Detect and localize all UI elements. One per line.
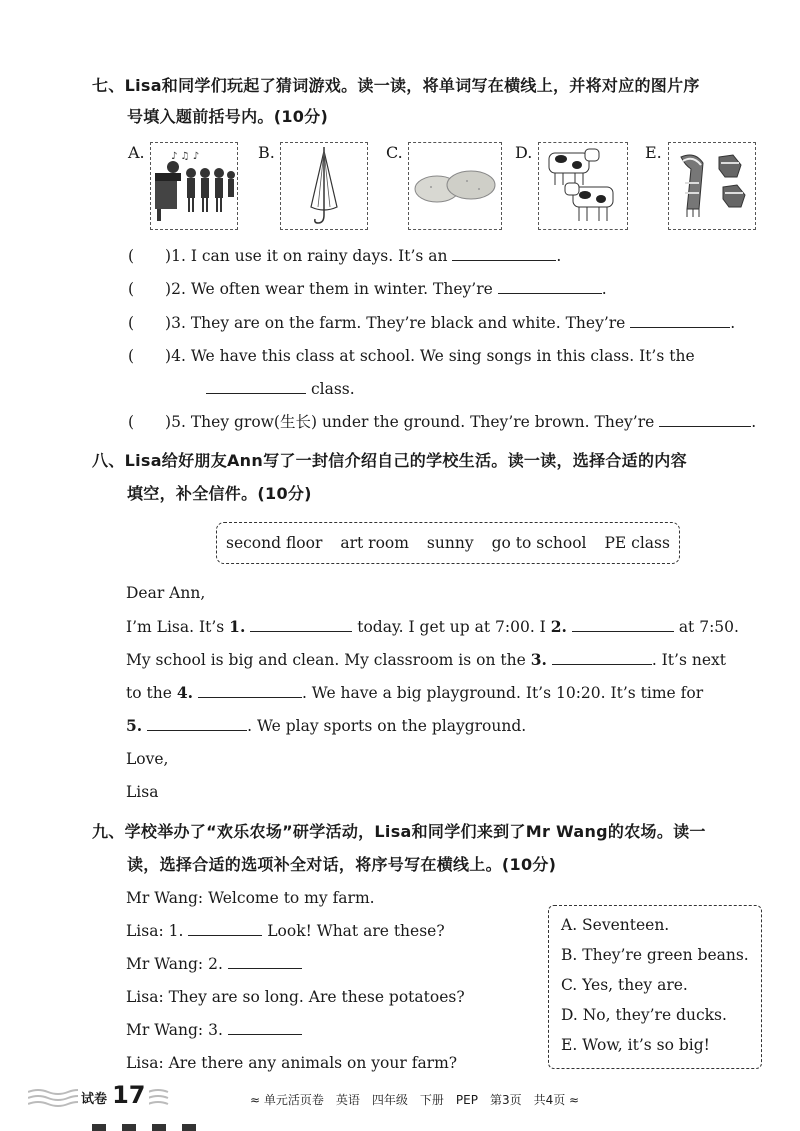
letter-text: I’m Lisa. It’s xyxy=(126,618,225,636)
picture-d xyxy=(538,142,628,230)
picture-b xyxy=(280,142,368,230)
letter-line-1 xyxy=(126,617,739,637)
letter-text: today. I get up at 7:00. I xyxy=(357,618,546,636)
footer-mark xyxy=(92,1124,106,1131)
word-option: art room xyxy=(340,534,409,552)
dialogue-line-2 xyxy=(126,921,445,941)
word-option: second floor xyxy=(225,534,323,552)
letter-text: My school is big and clean. My classroom is on the xyxy=(126,651,526,669)
letter-text: . It’s next xyxy=(651,651,726,669)
music-class-icon xyxy=(151,143,237,229)
option-e: E. Wow, it’s so big! xyxy=(561,1036,710,1054)
umbrella-icon xyxy=(281,143,367,229)
section9-heading-line1: 九、学校举办了“欢乐农场”研学活动，Lisa和同学们来到了Mr Wang的农场。读一 xyxy=(92,822,706,841)
picture-label-b: B. xyxy=(258,143,275,162)
dialogue-blank-3[interactable] xyxy=(228,1020,302,1035)
question-4-class-word: class. xyxy=(310,380,355,398)
answer-paren-1[interactable]: ( ) xyxy=(128,247,172,265)
picture-e xyxy=(668,142,756,230)
dialogue-text: Look! What are these? xyxy=(267,922,445,940)
period: . xyxy=(751,413,757,431)
letter-line-3 xyxy=(126,683,703,703)
letter-blank-4[interactable] xyxy=(198,683,302,698)
dialogue-line-3 xyxy=(126,954,302,974)
footer-mark xyxy=(152,1124,166,1131)
answer-blank-4[interactable] xyxy=(206,379,306,394)
footer-number: 17 xyxy=(112,1081,146,1109)
period: . xyxy=(601,280,607,298)
dialogue-blank-1[interactable] xyxy=(188,921,262,936)
option-a: A. Seventeen. xyxy=(561,916,670,934)
question-1 xyxy=(128,246,561,266)
answer-paren-3[interactable]: ( ) xyxy=(128,314,172,332)
potatoes-icon xyxy=(409,143,501,229)
footer-mark xyxy=(122,1124,136,1131)
section7-heading-line1: 七、Lisa和同学们玩起了猜词游戏。读一读，将单词写在横线上，并将对应的图片序 xyxy=(92,76,700,95)
letter-blank-2[interactable] xyxy=(572,617,674,632)
question-5-text: 5. They grow(生长) under the ground. They’re brown. They’re xyxy=(171,413,655,431)
letter-text: . We have a big playground. It’s 10:20. It’s time for xyxy=(301,684,704,702)
section9-heading-line2: 读，选择合适的选项补全对话，将序号写在横线上。(10分) xyxy=(127,855,557,874)
section7-heading-line2: 号填入题前括号内。(10分) xyxy=(127,107,329,126)
question-4-cont xyxy=(206,379,355,399)
option-b: B. They’re green beans. xyxy=(561,946,749,964)
blank-number-1: 1. xyxy=(229,617,246,636)
scarves-icon xyxy=(669,143,755,229)
footer-wave-right-icon: ≈ xyxy=(569,1093,580,1107)
answer-paren-5[interactable]: ( ) xyxy=(128,413,172,431)
picture-label-c: C. xyxy=(386,143,403,162)
blank-number-3: 3. xyxy=(530,650,547,669)
answer-paren-2[interactable]: ( ) xyxy=(128,280,172,298)
footer-marks xyxy=(92,1124,202,1131)
blank-number-5: 5. xyxy=(126,716,143,735)
dialogue-speaker-text: Lisa: 1. xyxy=(126,922,184,940)
letter-blank-1[interactable] xyxy=(250,617,352,632)
dialogue-speaker-text: Mr Wang: 2. xyxy=(126,955,223,973)
picture-label-e: E. xyxy=(645,143,662,162)
picture-c xyxy=(408,142,502,230)
blank-number-4: 4. xyxy=(176,683,193,702)
answer-blank-3[interactable] xyxy=(630,313,730,328)
footer-info xyxy=(250,1091,579,1108)
letter-signature: Lisa xyxy=(126,783,159,801)
footer-label: 试卷 xyxy=(81,1092,108,1107)
cows-icon xyxy=(539,143,627,229)
svg-text:♪ ♫ ♪: ♪ ♫ ♪ xyxy=(171,151,200,162)
footer-wave-left-icon: ≈ xyxy=(250,1093,261,1107)
word-option: PE class xyxy=(604,534,670,552)
letter-blank-3[interactable] xyxy=(552,650,652,665)
word-option: go to school xyxy=(491,534,587,552)
letter-line-4 xyxy=(126,716,526,736)
section8-heading-line1: 八、Lisa给好朋友Ann写了一封信介绍自己的学校生活。读一读，选择合适的内容 xyxy=(92,451,687,470)
question-2-text: 2. We often wear them in winter. They’re xyxy=(171,280,493,298)
question-4-text: 4. We have this class at school. We sing songs in this class. It’s the xyxy=(171,347,695,365)
picture-label-a: A. xyxy=(128,143,145,162)
answer-blank-1[interactable] xyxy=(452,246,556,261)
question-3-text: 3. They are on the farm. They’re black and white. They’re xyxy=(171,314,626,332)
answer-blank-2[interactable] xyxy=(498,279,602,294)
footer-badge xyxy=(78,1081,149,1109)
period: . xyxy=(730,314,736,332)
picture-a xyxy=(150,142,238,230)
question-4 xyxy=(128,346,695,366)
dialogue-speaker-text: Mr Wang: 3. xyxy=(126,1021,223,1039)
letter-text: . We play sports on the playground. xyxy=(247,717,527,735)
footer-mark xyxy=(182,1124,196,1131)
section8-heading-line2: 填空，补全信件。(10分) xyxy=(127,484,312,503)
picture-label-d: D. xyxy=(515,143,533,162)
footer-text: 单元活页卷 英语 四年级 下册 PEP 第3页 共4页 xyxy=(263,1093,566,1107)
letter-line-2 xyxy=(126,650,726,670)
option-c: C. Yes, they are. xyxy=(561,976,688,994)
word-bank xyxy=(216,522,680,564)
letter-closing: Love, xyxy=(126,750,169,768)
dialogue-line-5 xyxy=(126,1020,302,1040)
dialogue-line-1: Mr Wang: Welcome to my farm. xyxy=(126,889,375,907)
letter-greeting: Dear Ann, xyxy=(126,584,206,602)
dialogue-line-6: Lisa: Are there any animals on your farm? xyxy=(126,1054,458,1072)
dialogue-line-4: Lisa: They are so long. Are these potatoes? xyxy=(126,988,465,1006)
options-box xyxy=(548,905,762,1069)
blank-number-2: 2. xyxy=(550,617,567,636)
option-d: D. No, they’re ducks. xyxy=(561,1006,727,1024)
letter-text: to the xyxy=(126,684,172,702)
period: . xyxy=(556,247,562,265)
word-option: sunny xyxy=(426,534,474,552)
letter-blank-5[interactable] xyxy=(147,716,247,731)
question-3 xyxy=(128,313,735,333)
question-5 xyxy=(128,412,756,432)
question-1-text: 1. I can use it on rainy days. It’s an xyxy=(171,247,448,265)
answer-blank-5[interactable] xyxy=(659,412,751,427)
dialogue-blank-2[interactable] xyxy=(228,954,302,969)
question-2 xyxy=(128,279,607,299)
answer-paren-4[interactable]: ( ) xyxy=(128,347,172,365)
letter-text: at 7:50. xyxy=(678,618,739,636)
